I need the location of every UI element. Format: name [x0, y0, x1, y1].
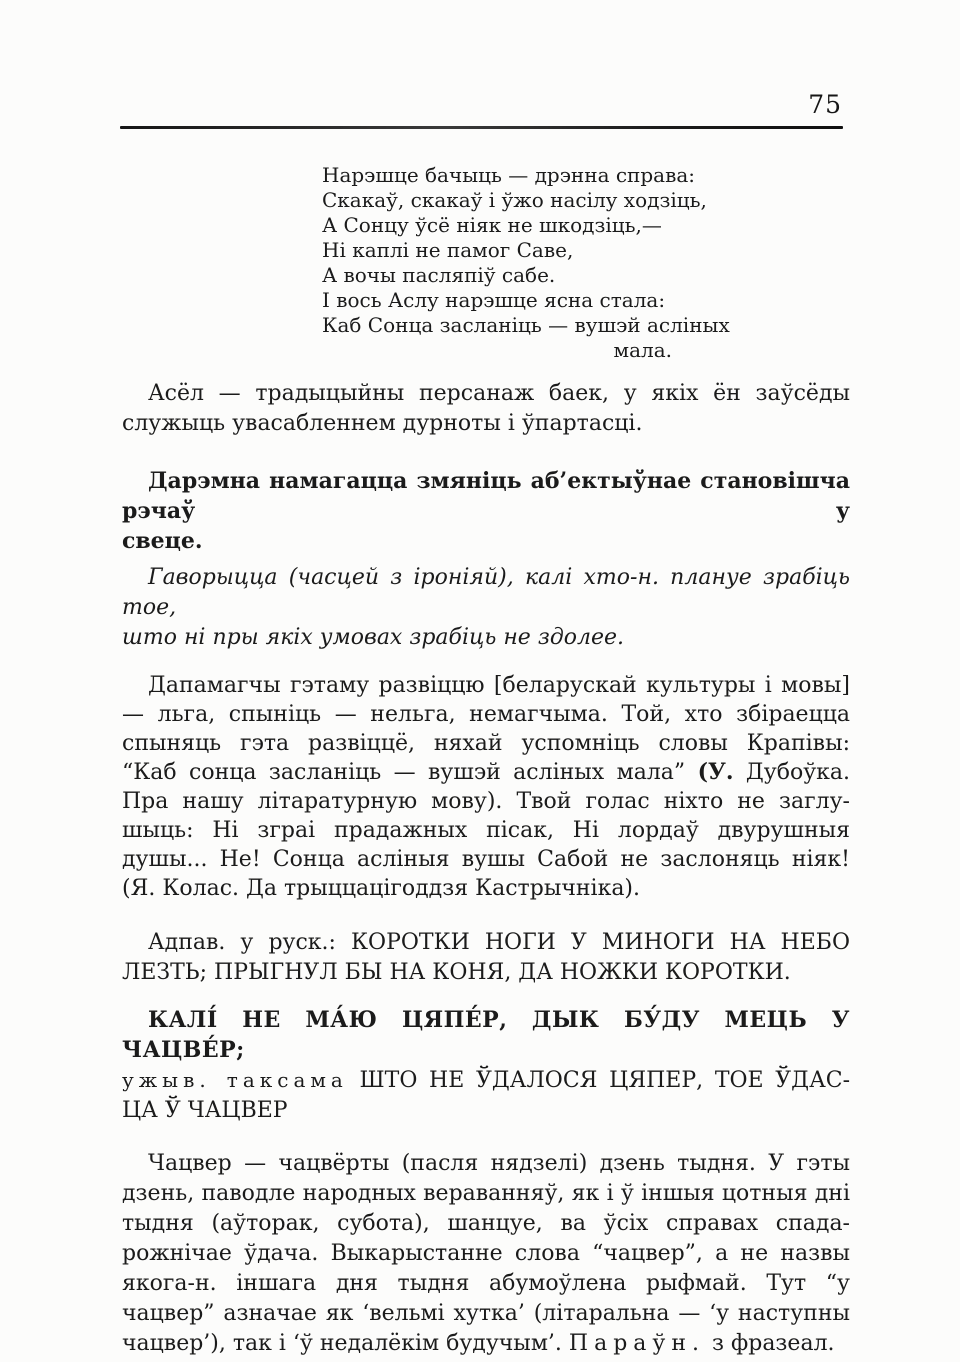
text-segment: І вось Аслу нарэшце ясна стала: [322, 288, 666, 312]
text-line [122, 563, 850, 623]
text-segment: ужыв. таксама [122, 1068, 348, 1092]
text-line [122, 758, 850, 787]
text-segment: Чацвер — чацвёрты (пасля нядзелі) дзень тыдня. У гэты [148, 1151, 850, 1176]
text-segment: мала. [613, 338, 672, 362]
text-line [122, 1239, 850, 1269]
text-segment: КАЛІ́ НЕ МА́Ю ЦЯПЕ́Р, ДЫК БУ́ДУ МЕЦЬ У ЧАЦВЕ́Р; [122, 1007, 850, 1063]
text-segment: спыняць гэта развіццё, няхай успомніць словы Крапівы: [122, 731, 850, 756]
text-line [322, 263, 672, 288]
text-line [122, 1065, 850, 1096]
page-number: 75 [808, 90, 842, 119]
text-segment: тыдня (аўторак, субота), шанцуе, ва ўсіх справах спада- [122, 1211, 850, 1236]
paragraph-chatsver-explanation [122, 1149, 850, 1359]
text-segment: Гаворыцца (часцей з іроніяй), калі хто-н. плануе зрабіць тое, [122, 565, 850, 620]
text-segment: Пра нашу літаратурную мову). Твой голас ніхто не заглу- [122, 789, 850, 814]
text-segment: (У. [697, 759, 734, 785]
text-segment: Параўн. [568, 1331, 706, 1356]
text-line [122, 845, 850, 874]
text-segment: ЦА Ў ЧАЦВЕР [122, 1098, 288, 1123]
text-segment: Ні каплі не памог Саве, [322, 238, 574, 262]
text-segment: (Я. Колас. Да трыццацігоддзя Кастрычніка). [122, 876, 641, 901]
text-line [122, 466, 850, 526]
text-segment: Адпав. у руск.: КОРОТКИ НОГИ У МИНОГИ НА НЕБО [148, 930, 850, 955]
text-segment: А Сонцу ўсё ніяк не шкодзіць,— [322, 213, 662, 237]
text-line [122, 928, 850, 958]
paragraph-quote-example [122, 671, 850, 903]
text-segment: Нарэшце бачыць — дрэнна справа: [322, 163, 696, 187]
text-line [322, 188, 707, 213]
text-line [122, 1209, 850, 1239]
text-line [322, 338, 672, 363]
text-line [322, 163, 696, 188]
text-segment: што ні пры якіх умовах зрабіць не здолее. [122, 625, 625, 650]
text-line [122, 1179, 850, 1209]
text-segment: “Каб сонца засланіць — вушэй асліных мала” [122, 760, 698, 785]
text-line [322, 213, 672, 238]
text-line [122, 671, 850, 700]
text-segment: рожнічае ўдача. Выкарыстанне слова “чацвер”, а не назвы [122, 1241, 850, 1266]
text-line [122, 700, 850, 729]
text-segment: ЛЕЗТЬ; ПРЫГНУЛ БЫ НА КОНЯ, ДА НОЖКИ КОРОТКИ. [122, 960, 791, 985]
text-line [122, 1096, 850, 1126]
text-segment: чацвер” азначае як ‘вельмі хутка’ (літаральна — ‘у наступны [122, 1301, 850, 1326]
paragraph-usage-note-italic [122, 563, 850, 653]
text-line [122, 1149, 850, 1179]
text-segment: — льга, спыніць — нельга, немагчыма. Той, хто збіраецца [122, 702, 850, 727]
text-segment: шыць: Ні зграі прадажных пісак, Ні лордаў двурушныя [122, 818, 850, 843]
text-line [122, 729, 850, 758]
text-line [322, 238, 672, 263]
text-line [122, 1329, 850, 1359]
text-line [122, 409, 850, 439]
poem-block [322, 163, 730, 363]
text-line [122, 874, 850, 903]
text-segment: з фразеал. [705, 1331, 835, 1356]
page-content [122, 0, 850, 1359]
text-line [322, 313, 730, 338]
text-line [122, 1269, 850, 1299]
paragraph-russian-equivalents [122, 928, 850, 988]
paragraph-definition-bold [122, 466, 850, 556]
text-line [122, 787, 850, 816]
text-line [122, 1299, 850, 1329]
text-segment: Асёл — традыцыйны персанаж баек, у якіх ён заўсёды [148, 381, 850, 406]
text-segment: Дапамагчы гэтаму развіццю [беларускай культуры і мовы] [148, 673, 850, 698]
headword-entry [122, 1005, 850, 1126]
text-segment: служыць увасабленнем дурноты і ўпартасці. [122, 411, 643, 436]
text-line [122, 623, 850, 653]
text-line [322, 288, 672, 313]
text-segment: ШТО НЕ ЎДАЛОСЯ ЦЯПЕР, ТОЕ ЎДАС- [347, 1068, 850, 1093]
text-segment: Дарэмна намагацца змяніць аб’ектыўнае становішча рэчаў у [122, 468, 850, 524]
text-segment: Дубоўка. [733, 760, 850, 785]
text-line [122, 1005, 850, 1065]
text-segment: чацвер’), так і ‘ў недалёкім будучым’. [122, 1331, 569, 1356]
text-line [122, 958, 850, 988]
text-segment: А вочы пасляпіў сабе. [322, 263, 556, 287]
text-line [122, 379, 850, 409]
text-segment: Скакаў, скакаў і ўжо насілу ходзіць, [322, 188, 707, 212]
text-segment: якога-н. іншага дня тыдня абумоўлена рыфмай. Тут “у [122, 1271, 850, 1296]
text-segment: свеце. [122, 528, 203, 554]
text-segment: душы... Не! Сонца асліныя вушы Сабой не заслоняць ніяк! [122, 847, 850, 872]
text-line [122, 816, 850, 845]
text-line [122, 526, 850, 556]
text-segment: дзень, паводле народных вераванняў, як і ў іншыя цотныя дні [122, 1181, 850, 1206]
paragraph-asol-commentary [122, 379, 850, 439]
text-segment: Каб Сонца засланіць — вушэй асліных [322, 313, 730, 337]
